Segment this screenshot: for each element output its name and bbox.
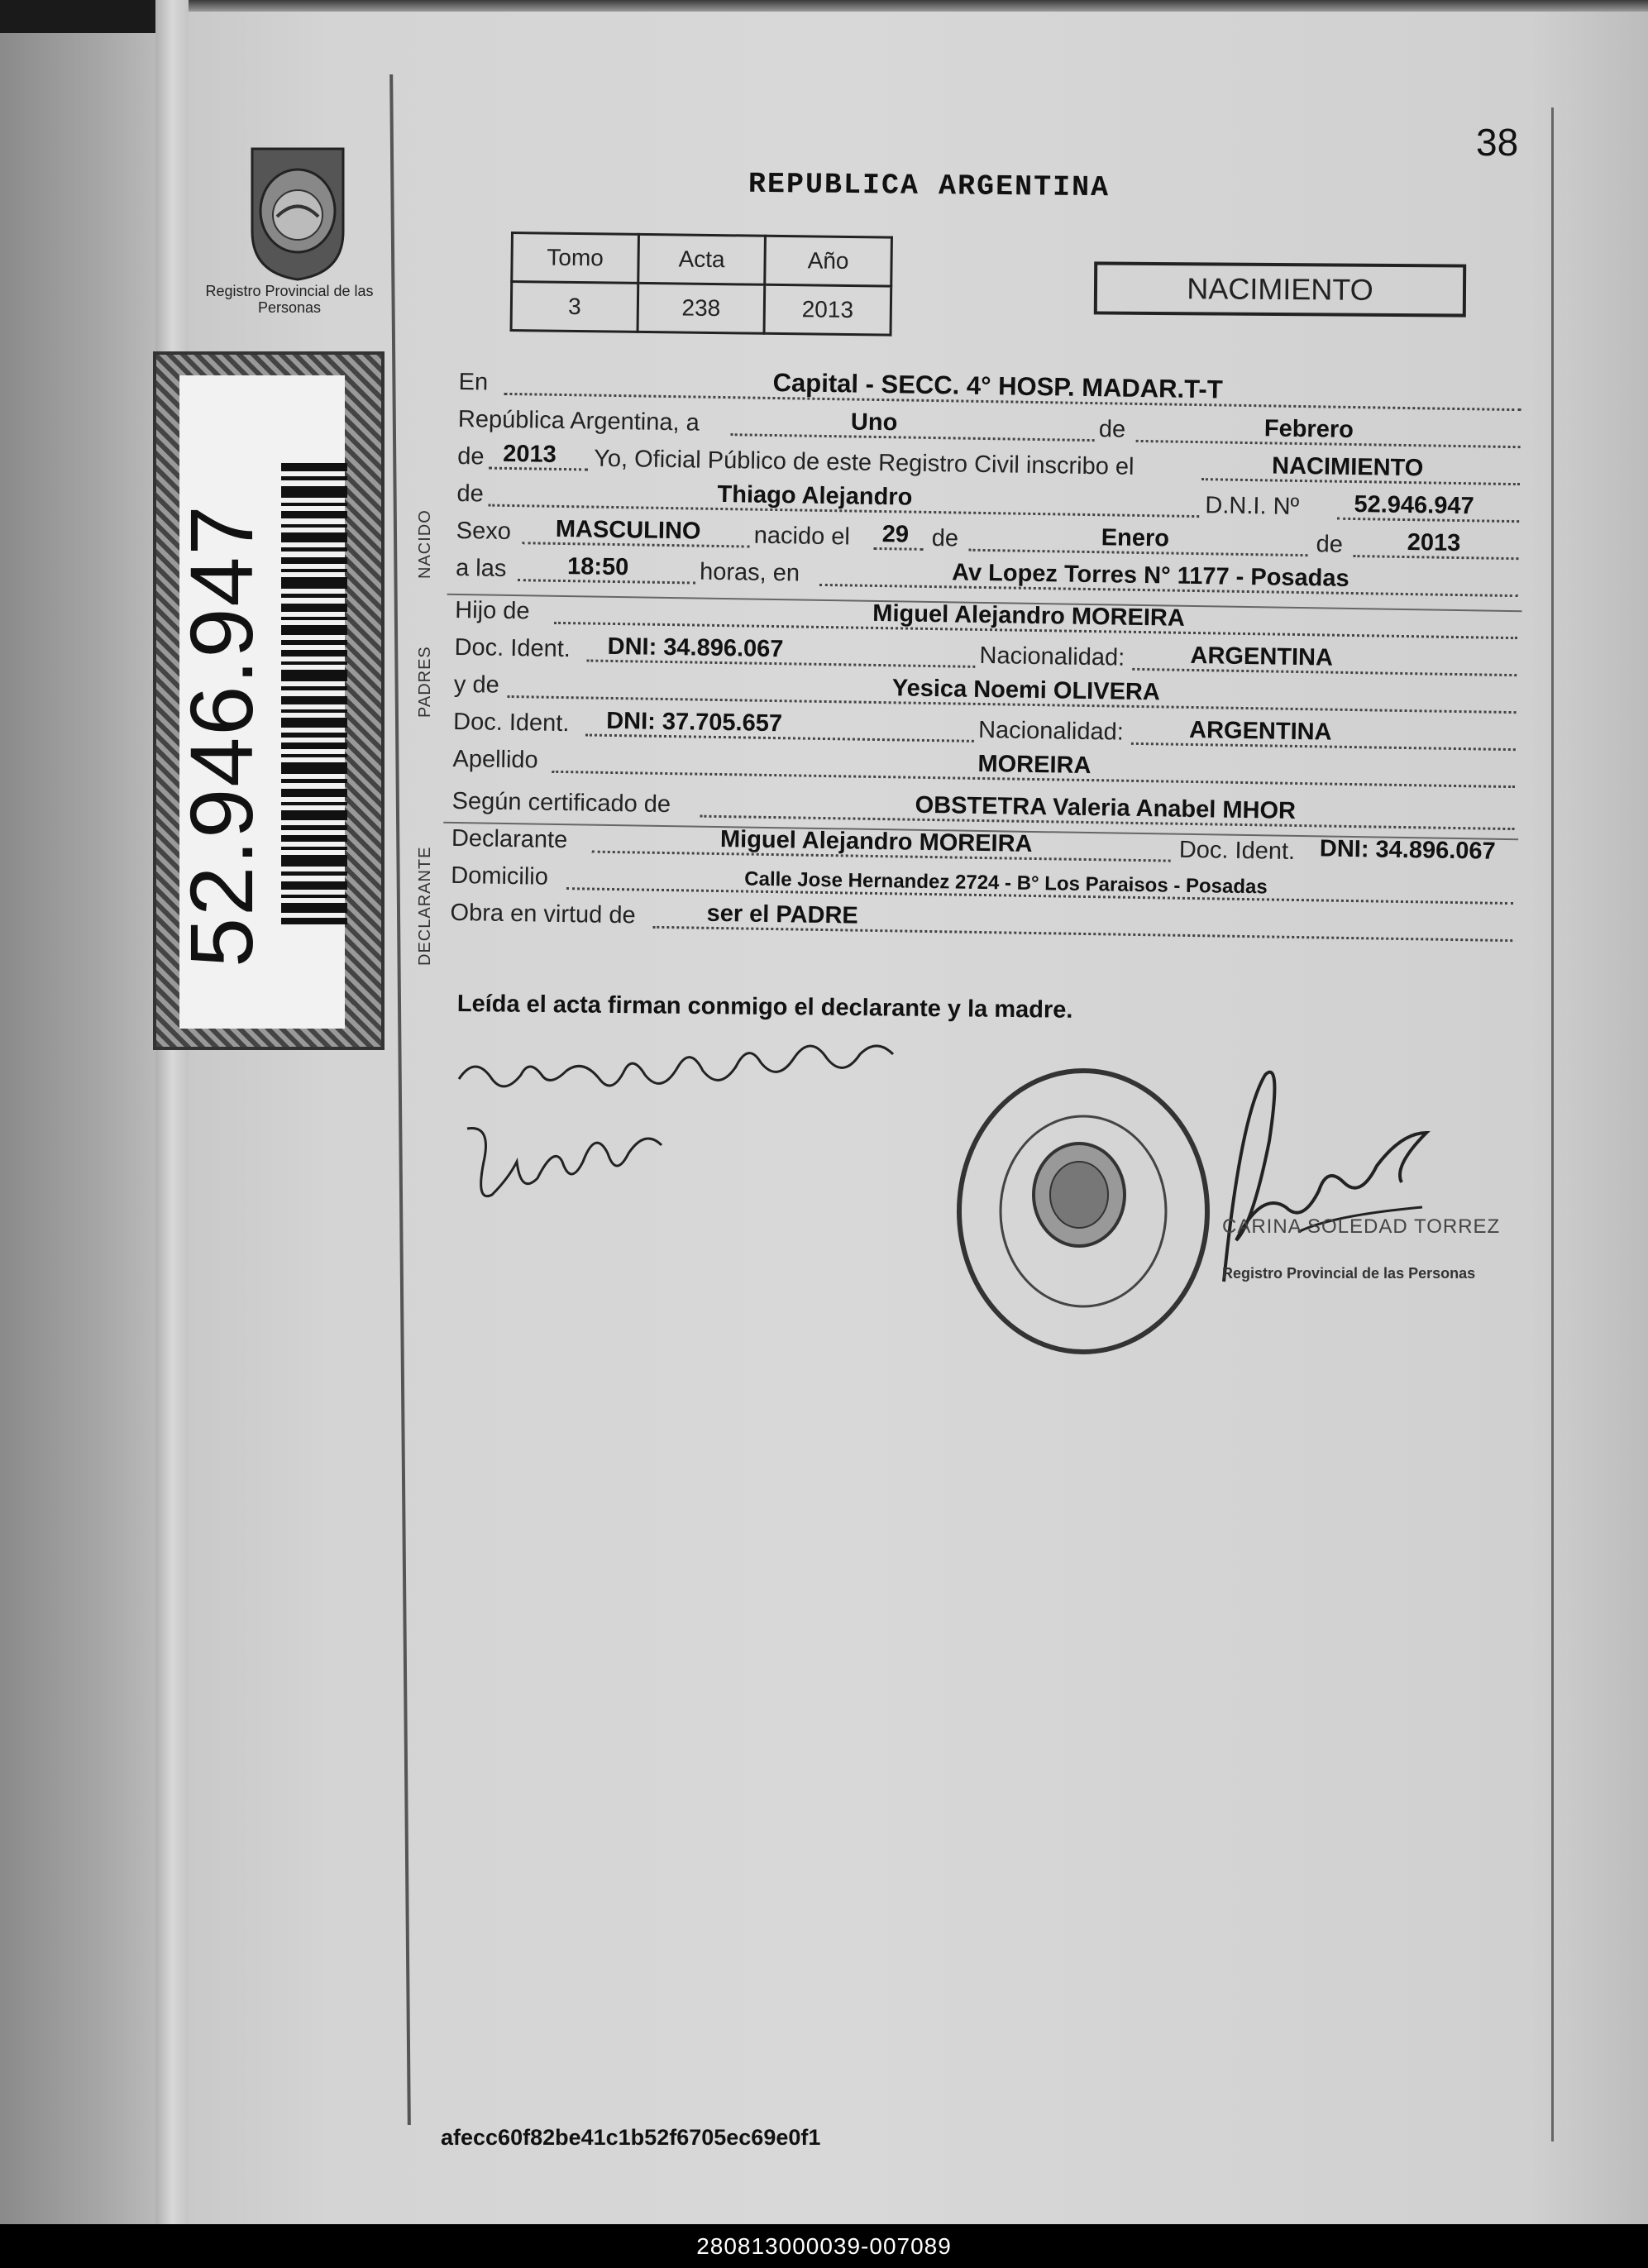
madre-doc-value: DNI: 37.705.657 bbox=[605, 707, 783, 738]
mes-nac: Enero bbox=[1101, 524, 1170, 552]
page-title: REPUBLICA ARGENTINA bbox=[748, 167, 1111, 205]
de-label: de bbox=[1098, 416, 1126, 443]
certificado-value: OBSTETRA Valeria Anabel MHOR bbox=[915, 791, 1297, 824]
lugar-value: Av Lopez Torres N° 1177 - Posadas bbox=[951, 559, 1349, 592]
anio-value: 2013 bbox=[764, 284, 891, 335]
de2-label: de bbox=[456, 442, 485, 470]
dni-label: D.N.I. Nº bbox=[1205, 492, 1300, 520]
de-mes-label: de bbox=[931, 525, 959, 552]
horas-label: horas, en bbox=[699, 558, 800, 587]
oficial-text: Yo, Oficial Público de este Registro Civil inscribo el bbox=[593, 445, 1134, 480]
page-frame-right bbox=[1551, 107, 1554, 2141]
declarante-doc-label: Doc. Ident. bbox=[1178, 836, 1296, 865]
nombre-value: Thiago Alejandro bbox=[717, 480, 913, 511]
anio-texto: 2013 bbox=[503, 440, 557, 468]
en-label: En bbox=[458, 368, 489, 396]
document-hash: afecc60f82be41c1b52f6705ec69e0f1 bbox=[441, 2125, 821, 2150]
side-number: 52.946.947 bbox=[171, 504, 271, 967]
yde-label: y de bbox=[453, 671, 499, 699]
page-number: 38 bbox=[1476, 121, 1519, 164]
record-type-box: NACIMIENTO bbox=[1094, 261, 1466, 317]
a-las-label: a las bbox=[455, 554, 507, 582]
mes-texto: Febrero bbox=[1263, 415, 1354, 444]
padre-nac-label: Nacionalidad: bbox=[979, 642, 1125, 671]
madre-nac-label: Nacionalidad: bbox=[977, 716, 1125, 746]
officer-org: Registro Provincial de las Personas bbox=[1222, 1265, 1476, 1282]
republica-label: República Argentina, a bbox=[457, 405, 700, 437]
closing-text: Leída el acta firman conmigo el declarante y la madre. bbox=[456, 991, 1073, 1024]
dia-texto: Uno bbox=[850, 408, 898, 437]
footer-code: 280813000039-007089 bbox=[696, 2233, 952, 2259]
anio-nac: 2013 bbox=[1407, 529, 1461, 557]
barcode-icon bbox=[281, 463, 347, 926]
sexo-value: MASCULINO bbox=[555, 515, 701, 545]
dia-nac: 29 bbox=[881, 521, 910, 548]
footer-bar bbox=[0, 2224, 1648, 2268]
domicilio-value: Calle Jose Hernandez 2724 - B° Los Paraisos - Posadas bbox=[744, 867, 1268, 899]
padre-nac-value: ARGENTINA bbox=[1190, 642, 1334, 671]
domicilio-label: Domicilio bbox=[451, 862, 549, 890]
apellido-label: Apellido bbox=[452, 745, 538, 774]
tomo-value: 3 bbox=[511, 282, 638, 332]
declarant-signature bbox=[451, 1038, 897, 1112]
section-padres: PADRES bbox=[416, 646, 434, 718]
de-anio-label: de bbox=[1316, 531, 1344, 558]
declarante-value: Miguel Alejandro MOREIRA bbox=[719, 826, 1033, 857]
declarante-label: Declarante bbox=[451, 824, 568, 854]
record-table bbox=[510, 232, 893, 337]
registry-label: Registro Provincial de las Personas bbox=[205, 283, 374, 316]
padre-doc-value: DNI: 34.896.067 bbox=[607, 633, 784, 663]
corner-shadow bbox=[0, 0, 157, 33]
officer-name: CARINA SOLEDAD TORREZ bbox=[1222, 1215, 1501, 1238]
book-spine bbox=[155, 0, 189, 2224]
nacido-label: nacido el bbox=[753, 522, 851, 551]
certificado-label: Según certificado de bbox=[451, 787, 671, 819]
obra-value: ser el PADRE bbox=[706, 900, 859, 929]
obra-label: Obra en virtud de bbox=[450, 899, 636, 929]
madre-doc-label: Doc. Ident. bbox=[452, 708, 570, 738]
sexo-label: Sexo bbox=[456, 517, 512, 546]
padre-value: Miguel Alejandro MOREIRA bbox=[872, 599, 1186, 632]
province-seal-icon bbox=[236, 141, 360, 281]
section-declarante: DECLARANTE bbox=[416, 846, 434, 966]
apellido-value: MOREIRA bbox=[977, 750, 1092, 780]
birth-form bbox=[450, 364, 1526, 948]
anio-header: Año bbox=[765, 236, 892, 286]
hora-value: 18:50 bbox=[566, 553, 629, 581]
inscribe-value: NACIMIENTO bbox=[1271, 452, 1424, 482]
de-nombre-label: de bbox=[456, 480, 485, 508]
madre-value: Yesica Noemi OLIVERA bbox=[891, 675, 1161, 706]
acta-header: Acta bbox=[638, 234, 766, 284]
declarante-doc-value: DNI: 34.896.067 bbox=[1319, 835, 1496, 865]
mother-signature bbox=[459, 1112, 674, 1211]
section-nacido: NACIDO bbox=[416, 509, 434, 579]
madre-nac-value: ARGENTINA bbox=[1188, 716, 1332, 746]
official-stamp-icon bbox=[947, 1050, 1228, 1368]
padre-doc-label: Doc. Ident. bbox=[454, 633, 571, 663]
hijo-label: Hijo de bbox=[455, 596, 530, 625]
acta-value: 238 bbox=[638, 283, 765, 333]
top-shadow bbox=[0, 0, 1648, 12]
en-value: Capital - SECC. 4° HOSP. MADAR.T-T bbox=[772, 367, 1223, 404]
dni-value: 52.946.947 bbox=[1354, 491, 1474, 520]
tomo-header: Tomo bbox=[512, 233, 639, 284]
